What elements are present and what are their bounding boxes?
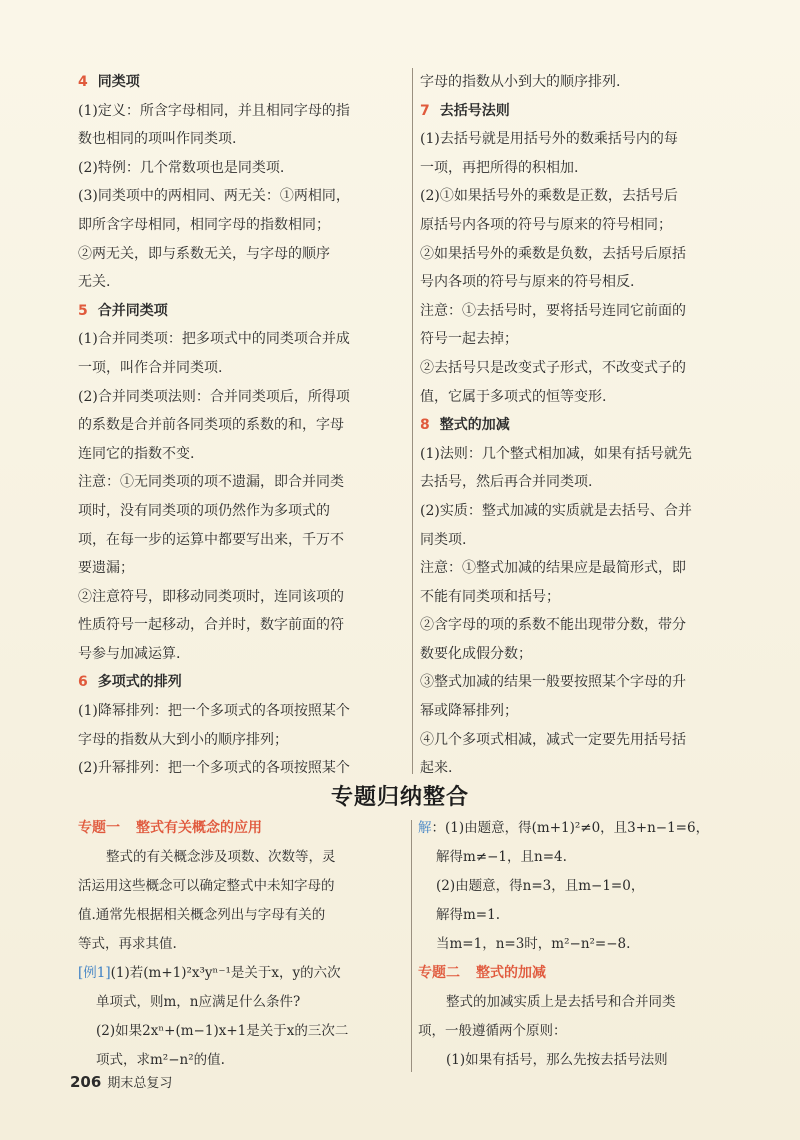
section-number: 6: [78, 674, 88, 691]
section-4-body: [78, 97, 408, 297]
text-line: 数也相同的项叫作同类项.: [78, 131, 237, 148]
text-line: 要遗漏；: [78, 560, 134, 577]
example-question-1: [78, 959, 408, 988]
text-line: (2)实质：整式加减的实质就是去括号、合并: [420, 502, 692, 519]
text-line: (1)定义：所含字母相同，并且相同字母的指: [78, 102, 350, 119]
text-line: 不能有同类项和括号；: [420, 588, 560, 605]
text-line: 号参与加减运算.: [78, 645, 181, 662]
text-line: 当m=1，n=3时，m²−n²=−8.: [436, 936, 631, 952]
left-column: [78, 68, 408, 783]
text-line: 项式，求m²−n²的值.: [96, 1052, 225, 1068]
topic-1-heading: [78, 814, 408, 843]
topic-1-block: [78, 814, 408, 1075]
text-line: (1)若(m+1)²x³yⁿ⁻¹是关于x，y的六次: [110, 965, 341, 981]
text-line: 注意：①去括号时，要将括号连同它前面的: [420, 302, 686, 319]
text-line: 去括号，然后再合并同类项.: [420, 474, 593, 491]
text-line: 注意：①无同类项的项不遗漏，即合并同类: [78, 474, 344, 491]
text-line: (2)升幂排列：把一个多项式的各项按照某个: [78, 760, 350, 777]
text-line: (1)降幂排列：把一个多项式的各项按照某个: [78, 703, 350, 720]
text-line: 值.通常先根据相关概念列出与字母有关的: [78, 907, 326, 923]
section-4-heading: [78, 68, 408, 97]
text-line: 性质符号一起移动，合并时，数字前面的符: [78, 617, 344, 634]
topic-2-heading: [418, 959, 748, 988]
text-line: 字母的指数从小到大的顺序排列.: [420, 74, 621, 90]
page-footer: [70, 1072, 172, 1091]
text-line: ④几个多项式相减，减式一定要先用括号括: [420, 731, 686, 748]
text-line: ②如果括号外的乘数是负数，去括号后原括: [420, 245, 686, 262]
text-line: 等式，再求其值.: [78, 936, 177, 952]
footer-label: 期末总复习: [107, 1076, 173, 1091]
text-line: 字母的指数从大到小的顺序排列；: [78, 731, 288, 748]
text-line: 一项，再把所得的积相加.: [420, 159, 579, 176]
text-line: (1)合并同类项：把多项式中的同类项合并成: [78, 331, 350, 348]
text-line: (1)法则：几个整式相加减，如果有括号就先: [420, 445, 692, 462]
text-line: 即所含字母相同，相同字母的指数相同；: [78, 216, 330, 233]
section-number: 7: [420, 102, 430, 119]
text-line: 的系数是合并前各同类项的系数的和，字母: [78, 417, 344, 434]
text-line: 值，它属于多项式的恒等变形.: [420, 388, 607, 405]
topic-number: 专题二: [418, 965, 460, 981]
text-line: 活运用这些概念可以确定整式中未知字母的: [78, 878, 335, 894]
section-6-body: [78, 697, 408, 783]
section-5-heading: [78, 297, 408, 326]
section-title: 多项式的排列: [97, 674, 182, 691]
text-line: 整式的加减实质上是去括号和合并同类: [446, 994, 676, 1010]
section-title: 合并同类项: [97, 302, 168, 319]
text-line: 项时，没有同类项的项仍然作为多项式的: [78, 502, 330, 519]
section-5-body: [78, 325, 408, 668]
text-line: ②去括号只是改变式子形式，不改变式子的: [420, 359, 686, 376]
text-line: 数要化成假分数；: [420, 645, 532, 662]
text-line: 项，一般遵循两个原则：: [418, 1023, 567, 1039]
text-line: ：(1)由题意，得(m+1)²≠0，且3+n−1=6，: [431, 820, 710, 836]
text-line: 号内各项的符号与原来的符号相反.: [420, 274, 635, 291]
text-line: 原括号内各项的符号与原来的符号相同；: [420, 216, 672, 233]
text-line: ②两无关，即与系数无关，与字母的顺序: [78, 245, 330, 262]
text-line: ②含字母的项的系数不能出现带分数，带分: [420, 617, 686, 634]
section-8-body: [420, 440, 748, 783]
text-line: 项，在每一步的运算中都要写出来，千万不: [78, 531, 344, 548]
topic-title: 整式有关概念的应用: [136, 820, 262, 836]
text-line: (1)去括号就是用括号外的数乘括号内的每: [420, 131, 678, 148]
page-number: 206: [70, 1073, 102, 1091]
right-column: [420, 68, 748, 783]
text-line: 解得m=1.: [436, 907, 500, 923]
text-line: 连同它的指数不变.: [78, 445, 195, 462]
section-title: 同类项: [97, 74, 140, 90]
text-line: 解得m≠−1，且n=4.: [436, 849, 567, 865]
text-line: ②注意符号，即移动同类项时，连同该项的: [78, 588, 344, 605]
text-line: ③整式加减的结果一般要按照某个字母的升: [420, 674, 686, 691]
column-divider: [411, 820, 412, 1072]
text-line: 符号一起去掉；: [420, 331, 518, 348]
section-number: 5: [78, 302, 88, 319]
section-7-body: [420, 125, 748, 411]
section-7-heading: [420, 97, 748, 126]
section-number: 4: [78, 74, 88, 90]
text-line: (2)特例：几个常数项也是同类项.: [78, 159, 285, 176]
section-title: 去括号法则: [439, 102, 510, 119]
text-line: (2)如果2xⁿ+(m−1)x+1是关于x的三次二: [96, 1023, 349, 1039]
text-line: 一项，叫作合并同类项.: [78, 359, 223, 376]
text-line: 注意：①整式加减的结果应是最简形式，即: [420, 560, 686, 577]
column-divider: [412, 68, 413, 774]
section-title: 整式的加减: [439, 417, 510, 434]
example-tag: [例1]: [78, 965, 111, 981]
text-line: 单项式，则m，n应满足什么条件?: [96, 994, 301, 1010]
text-line: (1)如果有括号，那么先按去括号法则: [446, 1052, 668, 1068]
topic-title: 整式的加减: [476, 965, 546, 981]
text-line: 整式的有关概念涉及项数、次数等，灵: [106, 849, 336, 865]
text-line: (3)同类项中的两相同、两无关：①两相同，: [78, 188, 350, 205]
text-line: (2)合并同类项法则：合并同类项后，所得项: [78, 388, 350, 405]
solution-line: [418, 814, 748, 843]
solution-block: [418, 814, 748, 1075]
text-line: (2)①如果括号外的乘数是正数，去括号后: [420, 188, 678, 205]
section-number: 8: [420, 417, 430, 434]
text-line: 起来.: [420, 760, 453, 777]
solution-label: 解: [418, 820, 432, 836]
text-line: 无关.: [78, 274, 111, 291]
section-banner: 专题归纳整合: [330, 785, 469, 810]
text-line: (2)由题意，得n=3，且m−1=0，: [436, 878, 645, 894]
topic-number: 专题一: [78, 820, 120, 836]
text-line: 幂或降幂排列；: [420, 703, 518, 720]
text-line: 同类项.: [420, 531, 467, 548]
section-8-heading: [420, 411, 748, 440]
section-6-heading: [78, 668, 408, 697]
